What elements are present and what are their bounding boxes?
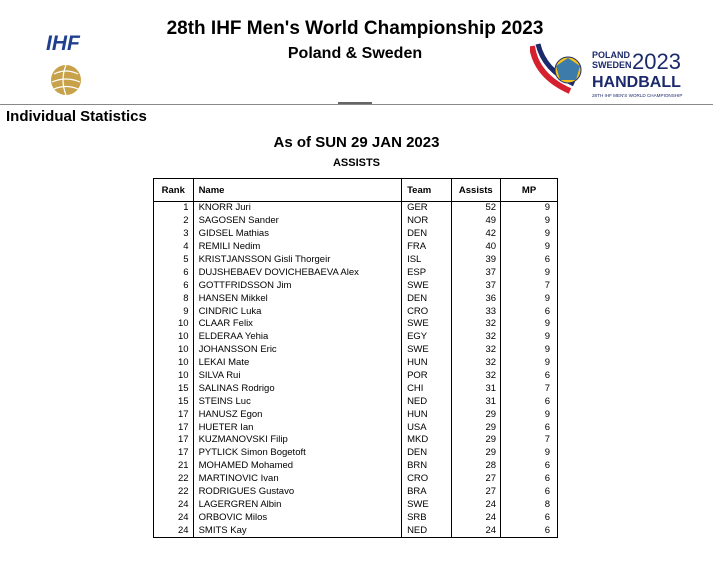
name-cell: HANSEN Mikkel <box>193 292 402 305</box>
table-row <box>154 305 558 318</box>
mp-cell: 6 <box>501 486 558 499</box>
svg-text:SWEDEN: SWEDEN <box>592 60 632 70</box>
table-row <box>154 202 558 215</box>
ihf-logo <box>44 30 86 102</box>
mp-cell: 6 <box>501 421 558 434</box>
assists-cell: 24 <box>451 511 501 524</box>
team-cell: SWE <box>402 279 451 292</box>
table-row <box>154 473 558 486</box>
page-title: 28th IHF Men's World Championship 2023 <box>166 18 544 39</box>
name-cell: MARTINOVIC Ivan <box>193 473 402 486</box>
assists-cell: 33 <box>451 305 501 318</box>
name-cell: HUETER Ian <box>193 421 402 434</box>
name-cell: SALINAS Rodrigo <box>193 382 402 395</box>
assists-cell: 32 <box>451 344 501 357</box>
team-cell: DEN <box>402 447 451 460</box>
rank-cell: 10 <box>154 344 194 357</box>
page-subtitle: Poland & Sweden <box>287 45 423 62</box>
table-row <box>154 382 558 395</box>
mp-cell: 6 <box>501 473 558 486</box>
table-row <box>154 486 558 499</box>
table-row <box>154 511 558 524</box>
team-cell: SRB <box>402 511 451 524</box>
assists-cell: 28 <box>451 460 501 473</box>
rank-cell: 22 <box>154 473 194 486</box>
mp-cell: 9 <box>501 447 558 460</box>
name-cell: ELDERAA Yehia <box>193 331 402 344</box>
team-cell: POR <box>402 370 451 383</box>
assists-cell: 24 <box>451 524 501 537</box>
name-cell: JOHANSSON Eric <box>193 344 402 357</box>
team-cell: SWE <box>402 318 451 331</box>
header-name: Name <box>193 179 402 202</box>
rank-cell: 8 <box>154 292 194 305</box>
assists-cell: 52 <box>451 202 501 215</box>
team-cell: EGY <box>402 331 451 344</box>
svg-text:IHF: IHF <box>46 32 80 55</box>
table-row <box>154 524 558 537</box>
rank-cell: 21 <box>154 460 194 473</box>
rank-cell: 6 <box>154 266 194 279</box>
mp-cell: 9 <box>501 344 558 357</box>
header-mp: MP <box>501 179 558 202</box>
name-cell: KUZMANOVSKI Filip <box>193 434 402 447</box>
team-cell: USA <box>402 421 451 434</box>
name-cell: MOHAMED Mohamed <box>193 460 402 473</box>
assists-cell: 29 <box>451 447 501 460</box>
rank-cell: 24 <box>154 511 194 524</box>
assists-cell: 29 <box>451 408 501 421</box>
name-cell: RODRIGUES Gustavo <box>193 486 402 499</box>
rank-cell: 10 <box>154 331 194 344</box>
rank-cell: 5 <box>154 254 194 267</box>
statistic-category: ASSISTS <box>332 157 381 169</box>
mp-cell: 9 <box>501 202 558 215</box>
assists-cell: 36 <box>451 292 501 305</box>
table-row <box>154 266 558 279</box>
name-cell: LAGERGREN Albin <box>193 498 402 511</box>
mp-cell: 8 <box>501 498 558 511</box>
name-cell: SILVA Rui <box>193 370 402 383</box>
name-cell: GOTTFRIDSSON Jim <box>193 279 402 292</box>
mp-cell: 6 <box>501 511 558 524</box>
assists-cell: 32 <box>451 357 501 370</box>
assists-cell: 31 <box>451 382 501 395</box>
mp-cell: 6 <box>501 370 558 383</box>
rank-cell: 17 <box>154 421 194 434</box>
svg-text:28TH IHF MEN'S WORLD CHAMPIONS: 28TH IHF MEN'S WORLD CHAMPIONSHIP <box>592 93 683 98</box>
team-cell: GER <box>402 202 451 215</box>
mp-cell: 7 <box>501 279 558 292</box>
header-rank: Rank <box>154 179 194 202</box>
mp-cell: 9 <box>501 266 558 279</box>
assists-cell: 42 <box>451 228 501 241</box>
assists-cell: 39 <box>451 254 501 267</box>
table-row <box>154 370 558 383</box>
team-cell: FRA <box>402 241 451 254</box>
as-of-date: As of SUN 29 JAN 2023 <box>273 134 440 151</box>
name-cell: KRISTJANSSON Gisli Thorgeir <box>193 254 402 267</box>
team-cell: CRO <box>402 473 451 486</box>
rank-cell: 17 <box>154 408 194 421</box>
team-cell: HUN <box>402 408 451 421</box>
assists-cell: 32 <box>451 331 501 344</box>
team-cell: HUN <box>402 357 451 370</box>
name-cell: SAGOSEN Sander <box>193 215 402 228</box>
table-row <box>154 408 558 421</box>
assists-cell: 32 <box>451 370 501 383</box>
mp-cell: 7 <box>501 434 558 447</box>
assists-cell: 49 <box>451 215 501 228</box>
assists-cell: 32 <box>451 318 501 331</box>
rank-cell: 15 <box>154 395 194 408</box>
table-header-row <box>154 179 558 202</box>
mp-cell: 6 <box>501 254 558 267</box>
mp-cell: 6 <box>501 460 558 473</box>
svg-text:2023: 2023 <box>632 49 681 74</box>
mp-cell: 6 <box>501 524 558 537</box>
table-row <box>154 344 558 357</box>
header-divider <box>0 104 713 105</box>
table-row <box>154 318 558 331</box>
table-row <box>154 279 558 292</box>
team-cell: BRA <box>402 486 451 499</box>
name-cell: STEINS Luc <box>193 395 402 408</box>
rank-cell: 17 <box>154 447 194 460</box>
name-cell: KNORR Juri <box>193 202 402 215</box>
team-cell: CHI <box>402 382 451 395</box>
team-cell: NED <box>402 524 451 537</box>
name-cell: CINDRIC Luka <box>193 305 402 318</box>
section-title: Individual Statistics <box>6 108 147 125</box>
team-cell: CRO <box>402 305 451 318</box>
table-row <box>154 460 558 473</box>
rank-cell: 2 <box>154 215 194 228</box>
name-cell: PYTLICK Simon Bogetoft <box>193 447 402 460</box>
name-cell: LEKAI Mate <box>193 357 402 370</box>
rank-cell: 1 <box>154 202 194 215</box>
rank-cell: 17 <box>154 434 194 447</box>
mp-cell: 9 <box>501 292 558 305</box>
table-row <box>154 292 558 305</box>
rank-cell: 24 <box>154 524 194 537</box>
mp-cell: 6 <box>501 305 558 318</box>
team-cell: MKD <box>402 434 451 447</box>
assists-cell: 31 <box>451 395 501 408</box>
assists-cell: 37 <box>451 279 501 292</box>
mp-cell: 7 <box>501 382 558 395</box>
rank-cell: 10 <box>154 357 194 370</box>
rank-cell: 10 <box>154 318 194 331</box>
table-row <box>154 434 558 447</box>
team-cell: DEN <box>402 228 451 241</box>
assists-cell: 29 <box>451 421 501 434</box>
mp-cell: 9 <box>501 228 558 241</box>
svg-text:POLAND: POLAND <box>592 50 630 60</box>
team-cell: NED <box>402 395 451 408</box>
table-row <box>154 357 558 370</box>
assists-table <box>153 178 558 538</box>
rank-cell: 22 <box>154 486 194 499</box>
mp-cell: 9 <box>501 215 558 228</box>
assists-cell: 27 <box>451 486 501 499</box>
assists-cell: 27 <box>451 473 501 486</box>
rank-cell: 4 <box>154 241 194 254</box>
mp-cell: 9 <box>501 408 558 421</box>
table-row <box>154 228 558 241</box>
team-cell: SWE <box>402 344 451 357</box>
mp-cell: 9 <box>501 357 558 370</box>
team-cell: NOR <box>402 215 451 228</box>
team-cell: BRN <box>402 460 451 473</box>
mp-cell: 9 <box>501 318 558 331</box>
handball-2023-logo <box>530 36 698 104</box>
name-cell: DUJSHEBAEV DOVICHEBAEVA Alex <box>193 266 402 279</box>
table-row <box>154 241 558 254</box>
team-cell: ISL <box>402 254 451 267</box>
team-cell: DEN <box>402 292 451 305</box>
rank-cell: 9 <box>154 305 194 318</box>
mp-cell: 9 <box>501 241 558 254</box>
name-cell: GIDSEL Mathias <box>193 228 402 241</box>
table-row <box>154 331 558 344</box>
header-team: Team <box>402 179 451 202</box>
table-row <box>154 395 558 408</box>
table-row <box>154 498 558 511</box>
assists-cell: 37 <box>451 266 501 279</box>
assists-cell: 24 <box>451 498 501 511</box>
name-cell: SMITS Kay <box>193 524 402 537</box>
mp-cell: 6 <box>501 395 558 408</box>
team-cell: ESP <box>402 266 451 279</box>
header-divider-mark <box>338 102 372 104</box>
mp-cell: 9 <box>501 331 558 344</box>
table-row <box>154 447 558 460</box>
table-row <box>154 421 558 434</box>
rank-cell: 6 <box>154 279 194 292</box>
name-cell: CLAAR Felix <box>193 318 402 331</box>
rank-cell: 15 <box>154 382 194 395</box>
assists-cell: 40 <box>451 241 501 254</box>
name-cell: ORBOVIC Milos <box>193 511 402 524</box>
rank-cell: 3 <box>154 228 194 241</box>
name-cell: HANUSZ Egon <box>193 408 402 421</box>
name-cell: REMILI Nedim <box>193 241 402 254</box>
assists-cell: 29 <box>451 434 501 447</box>
svg-text:HANDBALL: HANDBALL <box>592 74 681 91</box>
header-assists: Assists <box>451 179 501 202</box>
team-cell: SWE <box>402 498 451 511</box>
rank-cell: 10 <box>154 370 194 383</box>
table-row <box>154 215 558 228</box>
rank-cell: 24 <box>154 498 194 511</box>
table-row <box>154 254 558 267</box>
